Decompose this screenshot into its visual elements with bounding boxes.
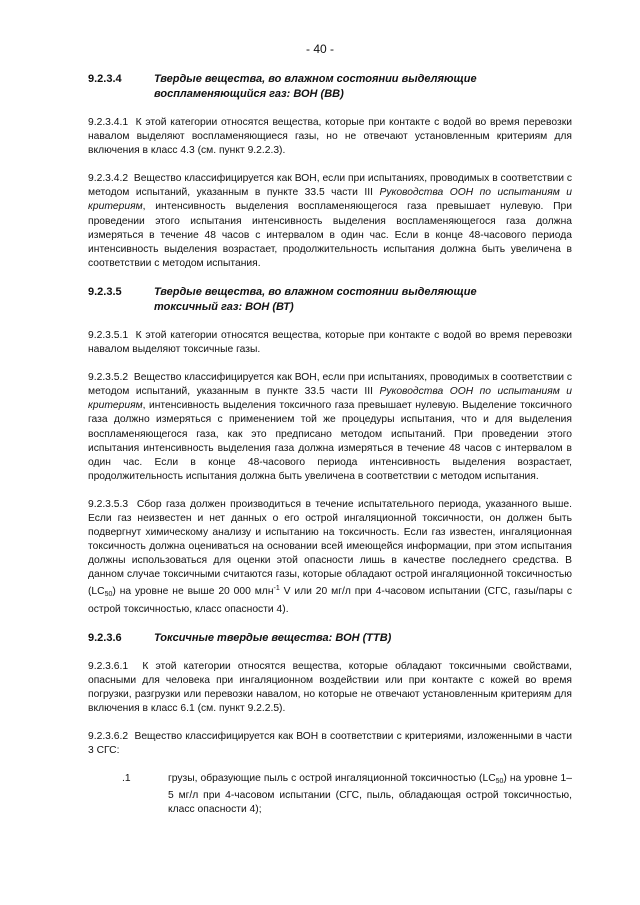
list-item-text-start: грузы, образующие пыль с острой ингаляционной токсичностью (LC (168, 773, 496, 785)
section-title (154, 72, 477, 102)
paragraph-text-end: V или 20 мг/л при 4-часовом испытании (СГС, газы/пары с острой токсичностью, класс опасности 4). (88, 586, 573, 615)
list-item (88, 772, 572, 817)
paragraph-text: К этой категории относятся вещества, которые при контакте с водой во время перевозки навалом выделяют токсичные газы. (88, 329, 572, 356)
paragraph-number: 9.2.3.5.1 (88, 329, 129, 341)
section-title: Токсичные твердые вещества: ВОН (ТТВ) (154, 631, 392, 644)
paragraph-9-2-3-4-1 (88, 116, 572, 158)
paragraph-9-2-3-5-2 (88, 371, 572, 484)
paragraph-9-2-3-6-2 (88, 730, 572, 758)
list-item-text-end: ) на уровне 1–5 мг/л при 4-часовом испытании (СГС, пыль, обладающая острой токсичностью, класс опасности 4); (168, 773, 572, 816)
paragraph-text-continued: ) на уровне не выше 20 000 млн (112, 586, 274, 598)
paragraph-text: Вещество классифицируется как ВОН, если при испытаниях, проводимых в соответствии с методом испытаний, указанным в пункте 33.5 части III (88, 372, 572, 398)
section-number: 9.2.3.4 (88, 73, 122, 85)
page-number: - 40 - (305, 42, 334, 56)
paragraph-text: Вещество классифицируется как ВОН, если при испытаниях, проводимых в соответствии с методом испытаний, указанным в пункте 33.5 части III (88, 173, 572, 199)
section-title-line-2: воспламеняющийся газ: ВОН (ВВ) (154, 88, 344, 100)
paragraph-number: 9.2.3.6.2 (88, 731, 129, 742)
paragraph-text-continued: , интенсивность выделения воспламеняющегося газа превышает нулевую. При проведении этого испытания интенсивность выделения воспламеняющегося газа должна измеряться в течение 48 часов с интервалом в один час. Если в конце 48-часового периода интенсивность выделения возрастает, продолжительность испытания должна быть увеличена в соответствии с методом испытания. (88, 201, 572, 269)
section-title-line-2: токсичный газ: ВОН (ВТ) (154, 300, 294, 313)
paragraph-text: К этой категории относятся вещества, которые при контакте с водой во время перевозки навалом выделяют воспламеняющиеся газы, но не отвечают установленным критериям для включения в класс 4.3 (см. пункт 9.2.2.3). (88, 117, 572, 157)
paragraph-number: 9.2.3.4.1 (88, 117, 129, 128)
subscript: 50 (495, 778, 504, 786)
paragraph-9-2-3-4-2 (88, 172, 572, 271)
section-heading-9-2-3-6 (88, 631, 572, 646)
paragraph-text: Вещество классифицируется как ВОН в соответствии с критериями, изложенными в части 3 СГС: (88, 731, 572, 757)
paragraph-text: К этой категории относятся вещества, которые обладают токсичными свойствами, опасными для человека при ингаляционном воздействии или при контакте с кожей во время погрузки, разгрузки или перевозки навалом, но которые не отвечают установленным критериям для включения в класс 6.1 (см. пункт 9.2.2.5). (88, 660, 572, 714)
paragraph-number: 9.2.3.5.2 (88, 372, 129, 384)
paragraph-number: 9.2.3.5.3 (88, 498, 129, 510)
paragraph-number: 9.2.3.6.1 (88, 660, 129, 672)
paragraph-text: Сбор газа должен производиться в течение испытательного периода, указанного выше. Если газ неизвестен и нет данных о его острой ингаляционной токсичности, он должен быть подвергнут химическому анализу и испытанию на токсичность. Если газ известен, ингаляционная токсичность должна оцениваться на основании всей имеющейся информации, при этом испытания должны использоваться для оценки этой опасности лишь в качестве последнего средства. В данном случае токсичными считаются газы, которые обладают острой ингаляционной токсичностью (LC (88, 498, 572, 598)
paragraph-9-2-3-5-3 (88, 498, 572, 617)
section-title (154, 285, 477, 315)
list-item-text (168, 772, 572, 817)
section-heading-9-2-3-4 (88, 72, 572, 102)
paragraph-9-2-3-5-1 (88, 329, 572, 357)
document-reference: Руководства ООН по испытаниям и критериям (88, 386, 572, 412)
document-reference: Руководства ООН по испытаниям и критериям (88, 187, 572, 213)
paragraph-text-continued: , интенсивность выделения токсичного газа превышает нулевую. Выделение токсичного газа должно измеряться с применением той же процедуры испытания, что и для выделения воспламеняющегося газа, как это предписано методом испытаний. При проведении этого испытания интенсивность выделения газа должна измеряться в течение 48 часов с интервалом в один час. Если в конце 48-часового периода интенсивность выделения возрастает, продолжительность испытания должна быть увеличена в соответствии с методом испытания. (88, 400, 572, 482)
paragraph-9-2-3-6-1 (88, 660, 572, 716)
paragraph-number: 9.2.3.4.2 (88, 173, 129, 185)
list-item-number: .1 (122, 773, 131, 785)
section-title-line-1: Твердые вещества, во влажном состоянии выделяющие (154, 285, 477, 298)
section-number: 9.2.3.5 (88, 285, 122, 298)
section-heading-9-2-3-5 (88, 285, 572, 315)
section-title-line-1: Твердые вещества, во влажном состоянии выделяющие (154, 73, 477, 85)
section-number: 9.2.3.6 (88, 631, 122, 644)
subscript: 50 (104, 591, 113, 599)
page-content (88, 72, 572, 831)
superscript: -1 (273, 585, 280, 593)
